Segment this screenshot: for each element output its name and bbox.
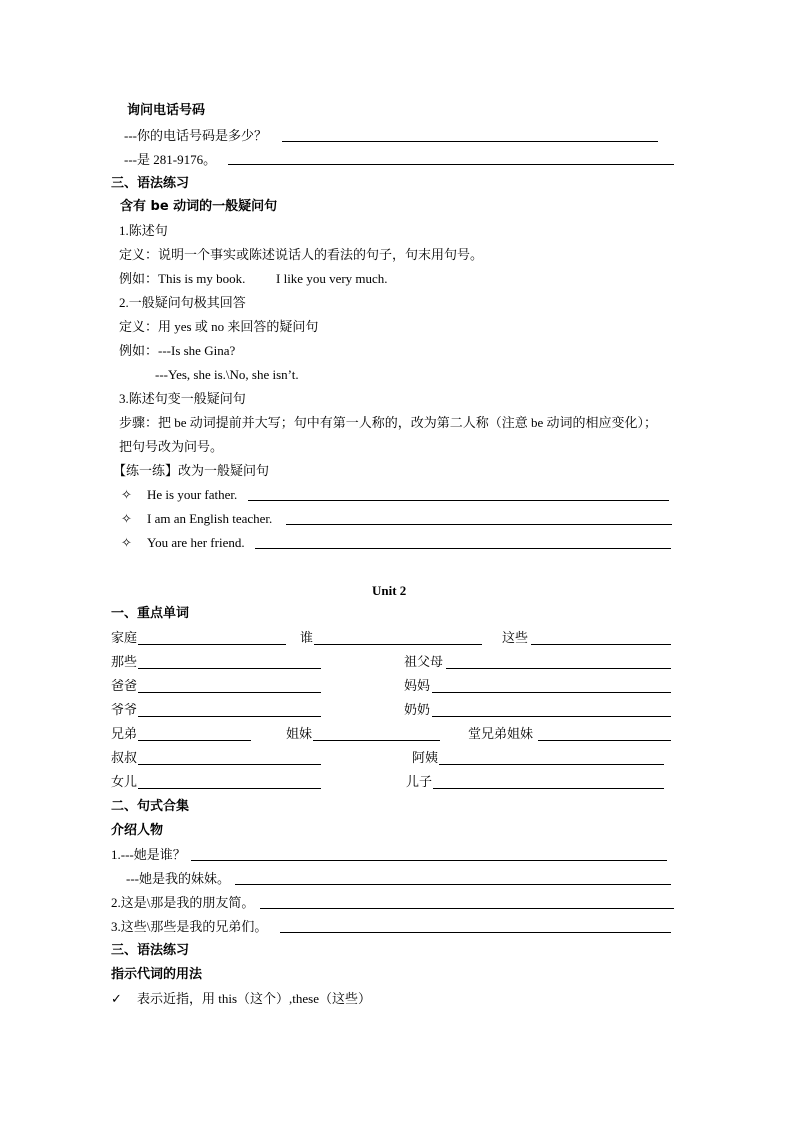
answer-blank[interactable] xyxy=(248,500,669,501)
vocab-word: 姐妹 xyxy=(286,726,313,741)
grammar-point xyxy=(111,991,371,1007)
vocab-blank[interactable] xyxy=(432,716,671,717)
vocab-blank[interactable] xyxy=(531,644,671,645)
sentence-prompt: ---她是我的妹妹。 xyxy=(126,871,230,886)
answer-blank[interactable] xyxy=(255,548,671,549)
answer-blank[interactable] xyxy=(228,164,674,165)
checkmark-icon: ✓ xyxy=(111,991,122,1006)
sentence-prompt: 1.---她是谁？ xyxy=(111,847,186,862)
vocab-word: 那些 xyxy=(111,654,138,669)
vocab-blank[interactable] xyxy=(138,740,251,741)
vocab-word: 这些 xyxy=(502,630,529,645)
vocab-blank[interactable] xyxy=(538,740,671,741)
example-text: 例如：This is my book. xyxy=(119,271,246,286)
answer-blank[interactable] xyxy=(282,141,658,142)
section-title: 二、句式合集 xyxy=(111,799,190,814)
practice-item xyxy=(121,511,272,527)
vocab-blank[interactable] xyxy=(138,716,321,717)
vocab-blank[interactable] xyxy=(313,740,440,741)
answer-blank[interactable] xyxy=(286,524,672,525)
example-text: I like you very much. xyxy=(276,271,388,286)
practice-sentence: I am an English teacher. xyxy=(147,511,273,526)
practice-item xyxy=(121,487,237,503)
point-title: 2.一般疑问句极其回答 xyxy=(119,295,246,310)
vocab-blank[interactable] xyxy=(314,644,482,645)
diamond-bullet-icon: ✧ xyxy=(121,535,132,550)
example-text: ---Yes, she is.\No, she isn’t. xyxy=(155,367,299,382)
vocab-blank[interactable] xyxy=(138,692,321,693)
demonstrative-heading: 指示代词的用法 xyxy=(111,967,203,982)
vocab-word: 谁 xyxy=(300,630,314,645)
section-title: 三、语法练习 xyxy=(111,943,190,958)
vocab-word: 爷爷 xyxy=(111,702,138,717)
point-title: 3.陈述句变一般疑问句 xyxy=(119,391,246,406)
grammar-point-text: 表示近指，用 this（这个）,these（这些） xyxy=(137,991,371,1006)
vocab-word: 妈妈 xyxy=(404,678,431,693)
vocab-blank[interactable] xyxy=(446,668,671,669)
grammar-title: 含有 be 动词的一般疑问句 xyxy=(120,199,278,214)
answer-blank[interactable] xyxy=(260,908,674,909)
vocab-word: 女儿 xyxy=(111,774,138,789)
practice-title: 【练一练】改为一般疑问句 xyxy=(113,463,270,478)
unit-title: Unit 2 xyxy=(372,583,407,598)
answer-blank[interactable] xyxy=(235,884,671,885)
phone-answer: ---是 281-9176。 xyxy=(124,152,217,167)
answer-blank[interactable] xyxy=(280,932,671,933)
diamond-bullet-icon: ✧ xyxy=(121,511,132,526)
diamond-bullet-icon: ✧ xyxy=(121,487,132,502)
vocab-word: 阿姨 xyxy=(412,750,439,765)
vocab-word: 叔叔 xyxy=(111,750,138,765)
definition-text: 定义：说明一个事实或陈述说话人的看法的句子，句末用句号。 xyxy=(119,247,484,262)
vocab-blank[interactable] xyxy=(138,788,321,789)
vocab-word: 儿子 xyxy=(406,774,433,789)
vocab-word: 堂兄弟姐妹 xyxy=(468,726,534,741)
practice-sentence: You are her friend. xyxy=(147,535,245,550)
section-title: 三、语法练习 xyxy=(111,176,190,191)
vocab-word: 祖父母 xyxy=(404,654,444,669)
section-title: 一、重点单词 xyxy=(111,606,190,621)
answer-blank[interactable] xyxy=(191,860,667,861)
sentence-prompt: 2.这是\那是我的朋友简。 xyxy=(111,895,255,910)
steps-text: 把句号改为问号。 xyxy=(119,439,224,454)
vocab-word: 爸爸 xyxy=(111,678,138,693)
vocab-word: 兄弟 xyxy=(111,726,138,741)
example-text: 例如：---Is she Gina? xyxy=(119,343,236,358)
vocab-word: 家庭 xyxy=(111,630,138,645)
vocab-blank[interactable] xyxy=(138,668,321,669)
steps-text: 步骤：把 be 动词提前并大写；句中有第一人称的，改为第二人称（注意 be 动词的相应变化）； xyxy=(119,415,658,430)
sentence-prompt: 3.这些\那些是我的兄弟们。 xyxy=(111,919,268,934)
vocab-blank[interactable] xyxy=(433,788,664,789)
vocab-blank[interactable] xyxy=(432,692,671,693)
practice-sentence: He is your father. xyxy=(147,487,238,502)
phone-question: ---你的电话号码是多少？ xyxy=(124,128,267,143)
point-title: 1.陈述句 xyxy=(119,223,168,238)
definition-text: 定义：用 yes 或 no 来回答的疑问句 xyxy=(119,319,319,334)
vocab-blank[interactable] xyxy=(138,764,321,765)
vocab-blank[interactable] xyxy=(439,764,664,765)
vocab-word: 奶奶 xyxy=(404,702,431,717)
practice-item xyxy=(121,535,245,551)
phone-heading: 询问电话号码 xyxy=(127,103,206,118)
vocab-blank[interactable] xyxy=(138,644,286,645)
intro-heading: 介绍人物 xyxy=(111,823,164,838)
